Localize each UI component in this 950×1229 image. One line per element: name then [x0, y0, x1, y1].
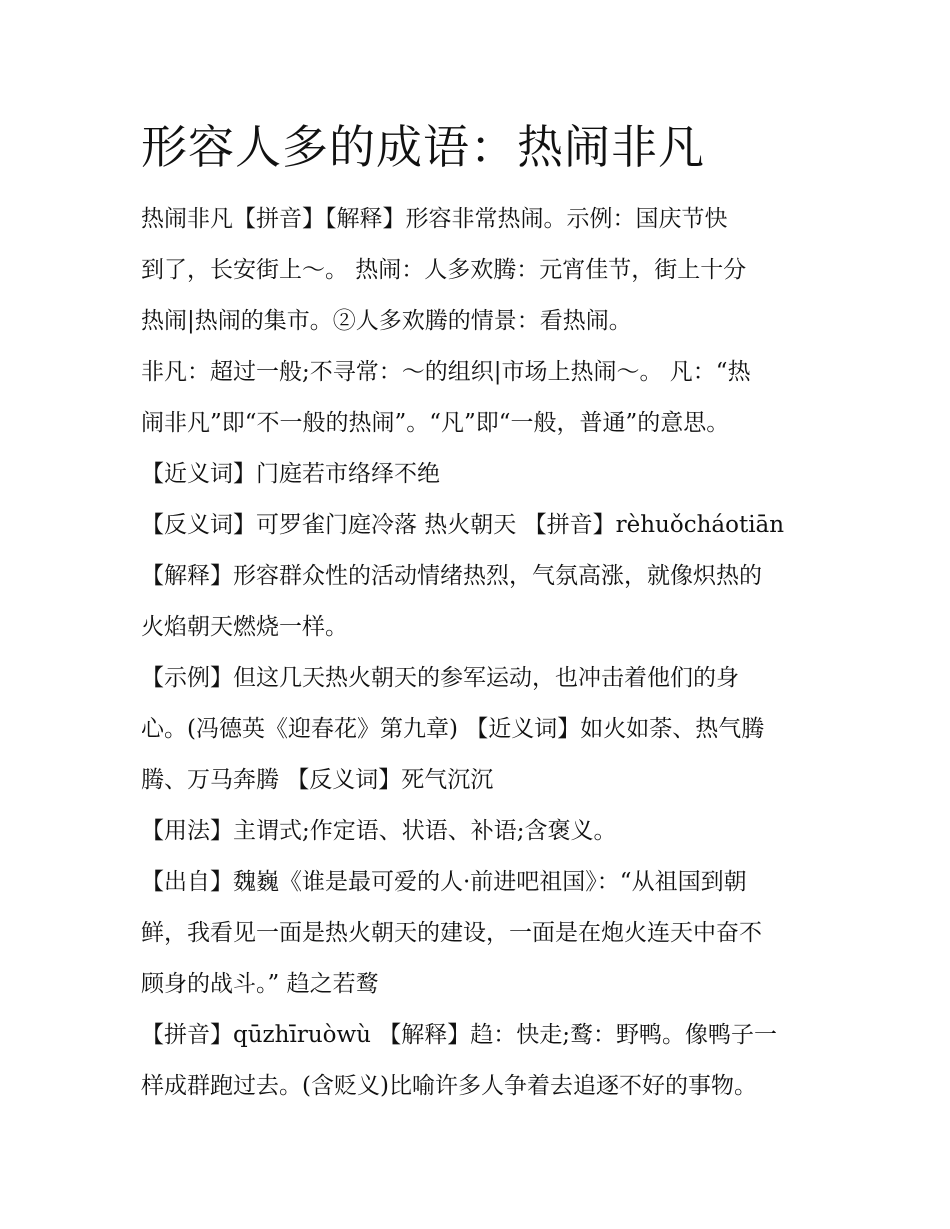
paragraph-synonyms: [141, 449, 821, 500]
text-line: 到了，长安街上～。 热闹：人多欢腾：元宵佳节，街上十分: [141, 257, 747, 283]
document-page: [141, 112, 821, 1112]
paragraph-renao-feifan: [141, 194, 821, 347]
text-line: 【出自】魏巍《谁是最可爱的人·前进吧祖国》：“从祖国到朝: [141, 869, 747, 895]
text-line: 【解释】形容群众性的活动情绪热烈，气氛高涨，就像炽热的: [141, 563, 762, 589]
text-line: 腾、万马奔腾 【反义词】死气沉沉: [141, 767, 494, 793]
text-line: 【用法】主谓式;作定语、状语、补语;含褒义。: [141, 818, 617, 844]
text-line: 顾身的战斗。” 趋之若鹜: [141, 971, 379, 997]
text-line: 样成群跑过去。(含贬义)比喻许多人争着去追逐不好的事物。: [141, 1073, 757, 1099]
text-line: 热闹非凡【拼音】【解释】形容非常热闹。示例：国庆节快: [141, 206, 728, 232]
paragraph-antonyms-rehuo: [141, 500, 821, 653]
text-line: 鲜，我看见一面是热火朝天的建设，一面是在炮火连天中奋不: [141, 920, 762, 946]
text-line: 【反义词】可罗雀门庭冷落 热火朝天 【拼音】rèhuǒcháotiān: [141, 512, 785, 538]
text-line: 心。(冯德英《迎春花》第九章) 【近义词】如火如荼、热气腾: [141, 716, 765, 742]
text-line: 【示例】但这几天热火朝天的参军运动，也冲击着他们的身: [141, 665, 739, 691]
text-line: 热闹|热闹的集市。②人多欢腾的情景：看热闹。: [141, 308, 632, 334]
text-line: 非凡：超过一般;不寻常：～的组织|市场上热闹～。 凡：“热: [141, 359, 751, 385]
page-title: 形容人多的成语：热闹非凡: [141, 120, 705, 174]
paragraph-source: [141, 857, 821, 1010]
text-line: 火焰朝天燃烧一样。: [141, 614, 348, 640]
text-line: 【拼音】qūzhīruòwù 【解释】趋：快走;鹜：野鸭。像鸭子一: [141, 1022, 778, 1048]
text-line: 闹非凡”即“不一般的热闹”。“凡”即“一般，普通”的意思。: [141, 410, 730, 436]
text-line: 【近义词】门庭若市络绎不绝: [141, 461, 440, 487]
paragraph-quzhiruowu: [141, 1010, 821, 1112]
paragraph-feifan: [141, 347, 821, 449]
paragraph-usage: [141, 806, 821, 857]
paragraph-example: [141, 653, 821, 806]
